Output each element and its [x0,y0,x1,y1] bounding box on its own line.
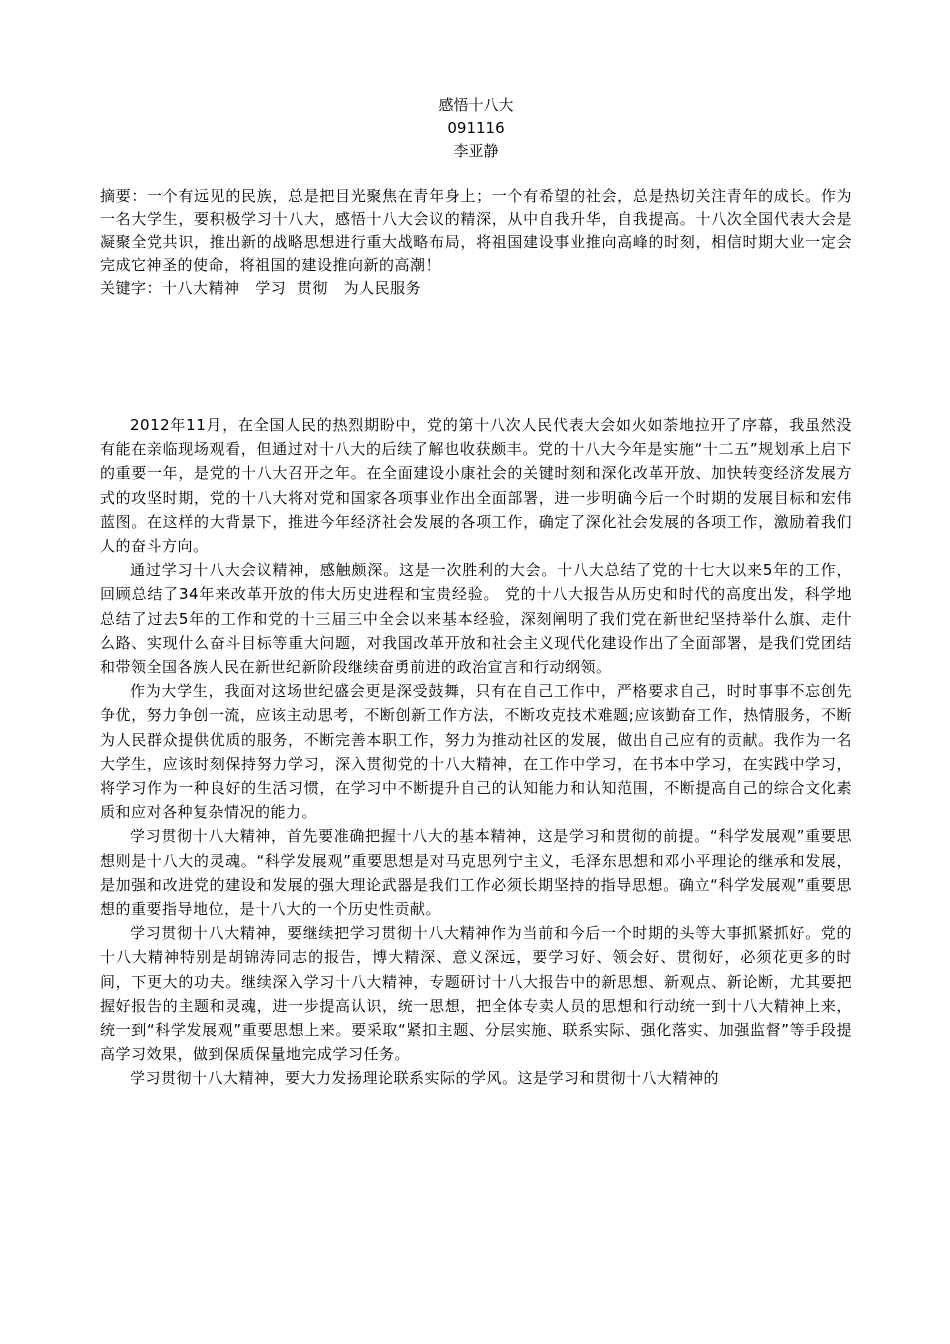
document-title: 感悟十八大 [438,96,514,114]
paragraph-4: 学习贯彻十八大精神，首先要准确把握十八大的基本精神，这是学习和贯彻的前提。“科学发展观”重要思想则是十八大的灵魂。“科学发展观”重要思想是对马克思列宁主义，毛泽东思想和邓小平理论的继承和发展，是加强和改进党的建设和发展的强大理论武器是我们工作必须长期坚持的指导思想。确立“科学发展观”重要思想的重要指导地位，是十八大的一个历史性贡献。 [100,827,852,919]
author-name: 李亚静 [453,142,499,160]
title-block [100,94,852,163]
student-id: 091116 [447,119,505,137]
abstract: 摘要：一个有远见的民族，总是把目光聚焦在青年身上；一个有希望的社会，总是热切关注青年的成长。作为一名大学生，要积极学习十八大，感悟十八大会议的精深，从中自我升华，自我提高。十八次全国代表大会是凝聚全党共识，推出新的战略思想进行重大战略布局，将祖国建设事业推向高峰的时刻，相信时期大业一定会完成它神圣的使命，将祖国的建设推向新的高潮！ [100,187,852,274]
paragraph-5: 学习贯彻十八大精神，要继续把学习贯彻十八大精神作为当前和今后一个时期的头等大事抓紧抓好。党的十八大精神特别是胡锦涛同志的报告，博大精深、意义深远，要学习好、领会好、贯彻好，必须花更多的时间，下更大的功夫。继续深入学习十八大精神，专题研讨十八大报告中的新思想、新观点、新论断，尤其要把握好报告的主题和灵魂，进一步提高认识，统一思想，把全体专卖人员的思想和行动统一到十八大精神上来，统一到“科学发展观”重要思想上来。要采取“紧扣主题、分层实施、联系实际、强化落实、加强监督”等手段提高学习效果，做到保质保量地完成学习任务。 [100,924,852,1064]
paragraph-1: 2012年11月，在全国人民的热烈期盼中，党的第十八次人民代表大会如火如荼地拉开了序幕，我虽然没有能在亲临现场观看，但通过对十八大的后续了解也收获颇丰。党的十八大今年是实施“十二五”规划承上启下的重要一年，是党的十八大召开之年。在全面建设小康社会的关键时刻和深化改革开放、加快转变经济发展方式的攻坚时期，党的十八大将对党和国家各项事业作出全面部署，进一步明确今后一个时期的发展目标和宏伟蓝图。在这样的大背景下，推进今年经济社会发展的各项工作，确定了深化社会发展的各项工作，激励着我们人的奋斗方向。 [100,416,852,556]
paragraph-3: 作为大学生，我面对这场世纪盛会更是深受鼓舞，只有在自己工作中，严格要求自己，时时事事不忘创先争优，努力争创一流，应该主动思考，不断创新工作方法，不断攻克技术难题;应该勤奋工作，热情服务，不断为人民群众提供优质的服务，不断完善本职工作，努力为推动社区的发展，做出自己应有的贡献。我作为一名大学生，应该时刻保持努力学习，深入贯彻党的十八大精神，在工作中学习，在书本中学习，在实践中学习，将学习作为一种良好的生活习惯，在学习中不断提升自己的认知能力和认知范围，不断提高自己的综合文化素质和应对各种复杂情况的能力。 [100,682,852,822]
paragraph-6: 学习贯彻十八大精神，要大力发扬理论联系实际的学风。这是学习和贯彻十八大精神的 [130,1069,720,1088]
keywords: 关键字：十八大精神 学习 贯彻 为人民服务 [100,279,422,297]
paragraph-2: 通过学习十八大会议精神，感触颇深。这是一次胜利的大会。十八大总结了党的十七大以来5年的工作，回顾总结了34年来改革开放的伟大历史进程和宝贵经验。 党的十八大报告从历史和时代的高度出发，科学地总结了过去5年的工作和党的十三届三中全会以来基本经验，深刻阐明了我们党在新世纪坚持举什么旗、走什么路、实现什么奋斗目标等重大问题，对我国改革开放和社会主义现代化建设作出了全面部署，是我们党团结和带领全国各族人民在新世纪新阶段继续奋勇前进的政治宣言和行动纲领。 [100,561,852,677]
document-header [100,94,852,300]
document-body [100,413,852,1091]
